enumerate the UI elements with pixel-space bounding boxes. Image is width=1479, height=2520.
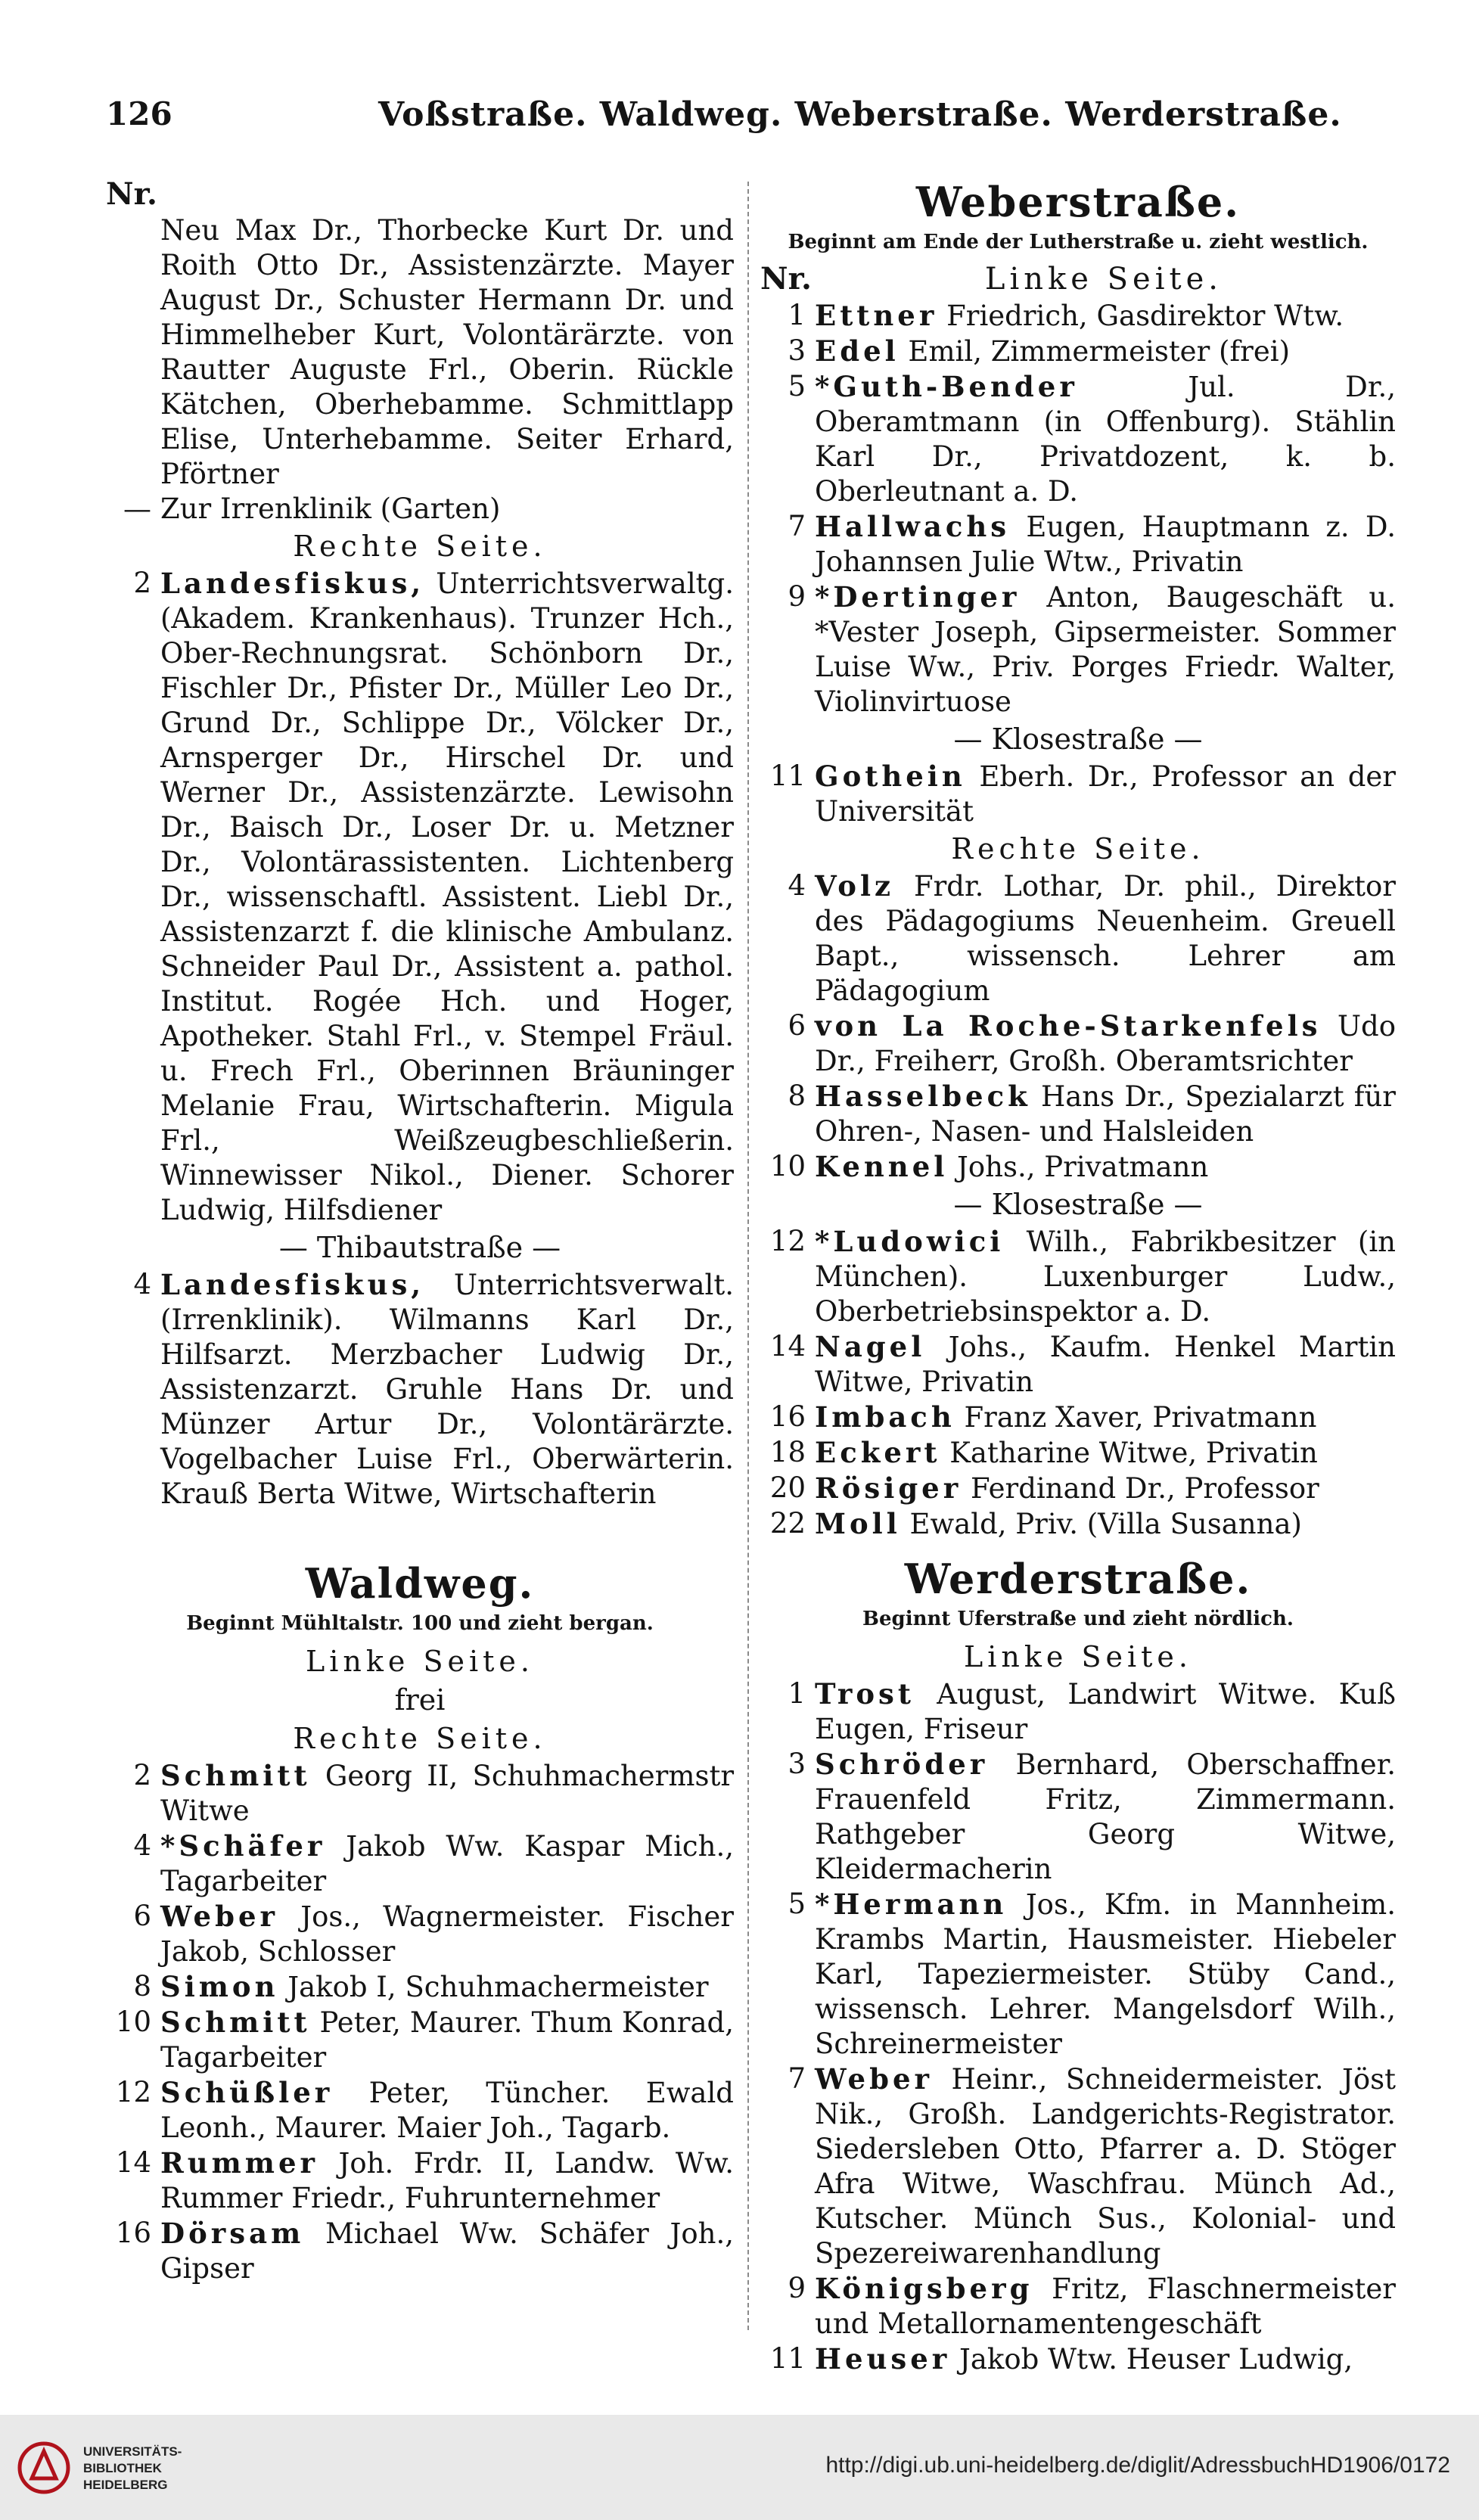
- resident-details: Hans Dr., Spezialarzt für Ohren-, Nasen- und Halsleiden: [815, 1080, 1396, 1148]
- entry-list: [760, 1224, 1396, 1542]
- resident-text: [160, 1829, 734, 1899]
- address-entry: [106, 492, 734, 527]
- resident-details: Bernhard, Oberschaffner. Frauenfeld Fritz, Zimmermann. Rathgeber Georg Witwe, Kleidermacherin: [815, 1748, 1396, 1885]
- house-number: 22: [769, 1507, 806, 1540]
- house-number: 7: [788, 510, 806, 542]
- address-entry: [106, 2146, 734, 2216]
- resident-details: Friedrich, Gasdirektor Wtw.: [937, 300, 1344, 332]
- resident-text: [815, 1471, 1396, 1506]
- nr-label: Nr.: [760, 261, 812, 297]
- resident-details: Neu Max Dr., Thorbecke Kurt Dr. und Roith Otto Dr., Assistenzärzte. Mayer August Dr., Schuster Hermann Dr. und Himmelheber Kurt, Volontärärzte. von Rautter Auguste Frl., Oberin. Rückle Kätchen, Oberhebamme. Schmittlapp Elise, Unterhebamme. Seiter Erhard, Pförtner: [160, 214, 734, 490]
- owner-name: Volz: [815, 869, 895, 903]
- resident-details: Jos., Wagnermeister. Fischer Jakob, Schlosser: [160, 1900, 734, 1968]
- resident-text: [815, 1149, 1396, 1185]
- owner-name: Weber: [815, 2062, 933, 2096]
- resident-details: Joh. Frdr. II, Landw. Ww. Rummer Friedr., Fuhrunternehmer: [160, 2147, 734, 2214]
- resident-text: [815, 1676, 1396, 1747]
- side-label-left: Linke Seite.: [964, 1640, 1192, 1673]
- owner-name: Kennel: [815, 1150, 949, 1183]
- owner-name: Schmitt: [160, 2006, 311, 2039]
- resident-text: [815, 868, 1396, 1008]
- cross-street-separator: — Klosestraße —: [953, 722, 1203, 756]
- resident-details: Udo Dr., Freiherr, Großh. Oberamtsrichter: [815, 1010, 1396, 1077]
- house-number: 8: [133, 1970, 151, 2003]
- side-label-right: Rechte Seite.: [951, 832, 1205, 865]
- house-number: 2: [133, 1759, 151, 1791]
- library-seal-icon: [17, 2441, 71, 2495]
- side-label-right: Rechte Seite.: [293, 530, 547, 563]
- cross-street-separator: — Thibautstraße —: [278, 1231, 561, 1264]
- resident-text: [815, 759, 1396, 829]
- resident-details: Jul. Dr., Oberamtmann (in Offenburg). Stählin Karl Dr., Privatdozent, k. b. Oberleutnant a. D.: [815, 371, 1396, 508]
- address-entry: [760, 1079, 1396, 1149]
- resident-details: Peter, Maurer. Thum Konrad, Tagarbeiter: [160, 2006, 734, 2074]
- address-entry: [760, 2062, 1396, 2271]
- house-number: [106, 213, 160, 492]
- street-description: Beginnt Mühltalstr. 100 und zieht bergan.: [186, 1612, 654, 1635]
- owner-name: *Guth-Bender: [815, 370, 1078, 403]
- address-entry: [106, 2005, 734, 2075]
- house-number: 6: [788, 1009, 806, 1042]
- owner-name: Königsberg: [815, 2272, 1033, 2305]
- resident-details: Zur Irrenklinik (Garten): [160, 493, 501, 525]
- house-number: 16: [115, 2217, 151, 2249]
- address-entry: [760, 580, 1396, 719]
- address-entry: [760, 2341, 1396, 2377]
- address-entry: [106, 1899, 734, 1969]
- side-label-right: Rechte Seite.: [293, 1722, 547, 1755]
- owner-name: Ettner: [815, 299, 938, 332]
- owner-name: Hasselbeck: [815, 1080, 1031, 1113]
- street-heading-werderstrasse: Werderstraße.: [904, 1555, 1252, 1603]
- owner-name: Schmitt: [160, 1759, 311, 1792]
- page-number: 126: [106, 95, 172, 132]
- house-number: 3: [788, 1748, 806, 1780]
- resident-details: Unterrichtsverwalt. (Irrenklinik). Wilmanns Karl Dr., Hilfsarzt. Merzbacher Ludwig Dr., Assistenzarzt. Gruhle Hans Dr. und Münzer Artur Dr., Volontärärzte. Vogelbacher Luise Frl., Oberwärterin. Krauß Berta Witwe, Wirtschafterin: [160, 1269, 734, 1510]
- resident-text: [160, 566, 734, 1228]
- house-number: 10: [115, 2006, 151, 2038]
- house-number: 1: [788, 1677, 806, 1710]
- side-label-left: Linke Seite.: [984, 262, 1223, 297]
- house-number: 5: [788, 370, 806, 402]
- resident-text: [815, 1329, 1396, 1400]
- entry-list: [760, 298, 1396, 719]
- house-number: 18: [769, 1436, 806, 1468]
- address-entry: [760, 334, 1396, 369]
- owner-name: Trost: [815, 1677, 915, 1711]
- owner-name: Heuser: [815, 2342, 951, 2376]
- address-entry: [106, 2216, 734, 2286]
- entry-list: [760, 868, 1396, 1185]
- right-column: [760, 176, 1396, 2377]
- source-link[interactable]: http://digi.ub.uni-heidelberg.de/diglit/AdressbuchHD1906/0172: [825, 2453, 1450, 2478]
- resident-details: Georg II, Schuhmachermstr Witwe: [160, 1760, 734, 1827]
- resident-text: [160, 1267, 734, 1512]
- resident-details: Jos., Kfm. in Mannheim. Krambs Martin, Hausmeister. Hiebeler Karl, Tapeziermeister. Stüby Cand., wissensch. Lehrer. Mangelsdorf Wilh., Schreinermeister: [815, 1888, 1396, 2060]
- nr-row: [760, 260, 1396, 298]
- resident-text: [160, 2146, 734, 2216]
- address-entry: [106, 1829, 734, 1899]
- address-entry: [760, 369, 1396, 509]
- entry-list: [106, 1267, 734, 1512]
- owner-name: Edel: [815, 334, 900, 368]
- page-header: [106, 89, 1392, 150]
- resident-text: [160, 213, 734, 492]
- library-logo-text: UNIVERSITÄTS- BIBLIOTHEK HEIDELBERG: [83, 2444, 182, 2492]
- owner-name: Schröder: [815, 1748, 989, 1781]
- house-number: 12: [115, 2076, 151, 2108]
- resident-text: [815, 1224, 1396, 1329]
- entry-list: [760, 759, 1396, 829]
- owner-name: Rösiger: [815, 1471, 962, 1505]
- house-number: 14: [115, 2146, 151, 2179]
- owner-name: Gothein: [815, 760, 966, 793]
- house-number: 12: [769, 1225, 806, 1257]
- owner-name: Schüßler: [160, 2076, 334, 2109]
- resident-details: Fritz, Flaschnermeister und Metallornamentengeschäft: [815, 2273, 1396, 2340]
- address-entry: [106, 1267, 734, 1512]
- owner-name: Landesfiskus,: [160, 1268, 425, 1301]
- resident-text: [815, 1747, 1396, 1887]
- owner-name: Hallwachs: [815, 510, 1011, 543]
- owner-name: *Dertinger: [815, 580, 1021, 614]
- resident-text: [160, 2005, 734, 2075]
- resident-details: Heinr., Schneidermeister. Jöst Nik., Großh. Landgerichts-Registrator. Siedersleben Otto, Pfarrer a. D. Stöger Afra Witwe, Waschfrau. Münch Ad., Kutscher. Münch Sus., Kolonial- und Spezereiwarenhandlung: [815, 2063, 1396, 2270]
- owner-name: Nagel: [815, 1330, 926, 1363]
- resident-details: Katharine Witwe, Privatin: [940, 1437, 1318, 1469]
- side-note: frei: [394, 1683, 446, 1717]
- resident-text: [815, 2062, 1396, 2271]
- house-number: 9: [788, 2272, 806, 2304]
- house-number: 9: [788, 580, 806, 613]
- house-number: 14: [769, 1330, 806, 1363]
- resident-text: [815, 1400, 1396, 1435]
- resident-details: Franz Xaver, Privatmann: [955, 1401, 1317, 1434]
- footer-bar: [0, 2415, 1479, 2520]
- resident-details: Frdr. Lothar, Dr. phil., Direktor des Pädagogiums Neuenheim. Greuell Bapt., wissensch. Lehrer am Pädagogium: [815, 870, 1396, 1007]
- house-number: 16: [769, 1400, 806, 1433]
- resident-details: Eugen, Hauptmann z. D. Johannsen Julie Wtw., Privatin: [815, 511, 1396, 578]
- street-heading-waldweg: Waldweg.: [305, 1559, 535, 1608]
- owner-name: Simon: [160, 1970, 279, 2003]
- cross-street-separator: — Klosestraße —: [953, 1188, 1203, 1221]
- page-title: Voßstraße. Waldweg. Weberstraße. Werderstraße.: [378, 95, 1342, 134]
- address-entry: [760, 509, 1396, 580]
- resident-details: Unterrichtsverwaltg. (Akadem. Krankenhaus). Trunzer Hch., Ober-Rechnungsrat. Schönborn Dr., Fischler Dr., Pfister Dr., Müller Leo Dr., Grund Dr., Schlippe Dr., Völcker Dr., Arnsperger Dr., Hirschel Dr. und Werner Dr., Assistenzärzte. Lewisohn Dr., Baisch Dr., Loser Dr. u. Metzner Dr., Volontärassistenten. Lichtenberg Dr., wissenschaftl. Assistent. Liebl Dr., Assistenzarzt f. die klinische Ambulanz. Schneider Paul Dr., Assistent a. pathol. Institut. Rogée Hch. und Hoger, Apotheker. Stahl Frl., v. Stempel Fräul. u. Frech Frl., Oberinnen Bräuninger Melanie Frau, Wirtschafterin. Migula Frl., Weißzeugbeschließerin. Winnewisser Nikol., Diener. Schorer Ludwig, Hilfsdiener: [160, 567, 734, 1226]
- resident-text: [160, 2216, 734, 2286]
- resident-text: [160, 1899, 734, 1969]
- house-number: —: [123, 493, 151, 525]
- owner-name: von La Roche-Starkenfels: [815, 1009, 1322, 1042]
- owner-name: Rummer: [160, 2146, 318, 2180]
- resident-details: August, Landwirt Witwe. Kuß Eugen, Friseur: [815, 1678, 1396, 1745]
- resident-details: Eberh. Dr., Professor an der Universität: [815, 760, 1396, 828]
- resident-details: Peter, Tüncher. Ewald Leonh., Maurer. Maier Joh., Tagarb.: [160, 2077, 734, 2144]
- resident-details: Jakob I, Schuhmachermeister: [278, 1971, 709, 2003]
- resident-details: Ferdinand Dr., Professor: [962, 1472, 1319, 1505]
- house-number: 20: [769, 1471, 806, 1504]
- resident-text: [815, 2341, 1396, 2377]
- house-number: 11: [769, 2342, 806, 2375]
- street-description: Beginnt Uferstraße und zieht nördlich.: [862, 1608, 1294, 1630]
- house-number: 7: [788, 2062, 806, 2095]
- resident-details: Johs., Kaufm. Henkel Martin Witwe, Privatin: [815, 1331, 1396, 1398]
- house-number: 11: [769, 760, 806, 792]
- address-entry: [106, 566, 734, 1228]
- address-entry: [106, 1969, 734, 2005]
- resident-text: [815, 1887, 1396, 2062]
- house-number: 4: [133, 1268, 151, 1300]
- address-entry: [760, 1506, 1396, 1542]
- entry-list: [106, 213, 734, 527]
- resident-text: [815, 509, 1396, 580]
- address-entry: [760, 1008, 1396, 1079]
- resident-text: [815, 369, 1396, 509]
- entry-list: [106, 566, 734, 1228]
- resident-details: Ewald, Priv. (Villa Susanna): [900, 1508, 1302, 1540]
- owner-name: Dörsam: [160, 2217, 305, 2250]
- nr-label: Nr.: [106, 176, 157, 212]
- resident-text: [815, 1079, 1396, 1149]
- resident-details: Wilh., Fabrikbesitzer (in München). Luxenburger Ludw., Oberbetriebsinspektor a. D.: [815, 1226, 1396, 1328]
- resident-details: Emil, Zimmermeister (frei): [899, 335, 1291, 368]
- resident-text: [160, 492, 734, 527]
- resident-text: [815, 334, 1396, 369]
- address-entry: [760, 759, 1396, 829]
- resident-text: [160, 2075, 734, 2146]
- resident-details: Michael Ww. Schäfer Joh., Gipser: [160, 2217, 734, 2285]
- entry-list: [106, 1758, 734, 2286]
- house-number: 5: [788, 1888, 806, 1920]
- address-entry: [106, 1758, 734, 1829]
- address-entry: [760, 1887, 1396, 2062]
- house-number: 4: [133, 1829, 151, 1862]
- owner-name: *Schäfer: [160, 1829, 326, 1863]
- house-number: 4: [788, 869, 806, 902]
- owner-name: Moll: [815, 1507, 901, 1540]
- column-divider: [747, 182, 749, 2330]
- address-entry: [760, 1224, 1396, 1329]
- house-number: 3: [788, 334, 806, 367]
- address-entry: [760, 2271, 1396, 2341]
- resident-text: [160, 1758, 734, 1829]
- resident-text: [815, 298, 1396, 334]
- address-entry: [760, 1329, 1396, 1400]
- resident-text: [815, 1008, 1396, 1079]
- address-entry: [760, 1149, 1396, 1185]
- owner-name: Weber: [160, 1900, 278, 1933]
- address-entry: [760, 868, 1396, 1008]
- resident-text: [160, 1969, 734, 2005]
- address-entry: [760, 1435, 1396, 1471]
- street-heading-weberstrasse: Weberstraße.: [915, 178, 1241, 226]
- house-number: 8: [788, 1080, 806, 1112]
- resident-details: Jakob Ww. Kaspar Mich., Tagarbeiter: [160, 1830, 734, 1897]
- owner-name: *Hermann: [815, 1888, 1008, 1921]
- house-number: 2: [133, 567, 151, 599]
- resident-text: [815, 2271, 1396, 2341]
- address-entry: [106, 2075, 734, 2146]
- house-number: 6: [133, 1900, 151, 1932]
- street-description: Beginnt am Ende der Lutherstraße u. zieht westlich.: [788, 231, 1369, 253]
- address-entry: [760, 1471, 1396, 1506]
- resident-details: Johs., Privatmann: [948, 1151, 1209, 1183]
- address-entry: [760, 1400, 1396, 1435]
- address-entry: [106, 213, 734, 492]
- side-label-left: Linke Seite.: [306, 1645, 534, 1678]
- owner-name: *Ludowici: [815, 1225, 1005, 1258]
- owner-name: Imbach: [815, 1400, 955, 1434]
- owner-name: Eckert: [815, 1436, 941, 1469]
- resident-text: [815, 1506, 1396, 1542]
- house-number: 10: [769, 1150, 806, 1182]
- resident-details: Jakob Wtw. Heuser Ludwig,: [950, 2343, 1353, 2376]
- address-entry: [760, 298, 1396, 334]
- resident-text: [815, 580, 1396, 719]
- resident-details: Anton, Baugeschäft u. *Vester Joseph, Gipsermeister. Sommer Luise Ww., Priv. Porges Friedr. Walter, Violinvirtuose: [815, 581, 1396, 718]
- owner-name: Landesfiskus,: [160, 567, 425, 600]
- address-entry: [760, 1676, 1396, 1747]
- entry-list: [760, 1676, 1396, 2377]
- address-entry: [760, 1747, 1396, 1887]
- resident-text: [815, 1435, 1396, 1471]
- left-column: [106, 176, 734, 2286]
- house-number: 1: [788, 299, 806, 331]
